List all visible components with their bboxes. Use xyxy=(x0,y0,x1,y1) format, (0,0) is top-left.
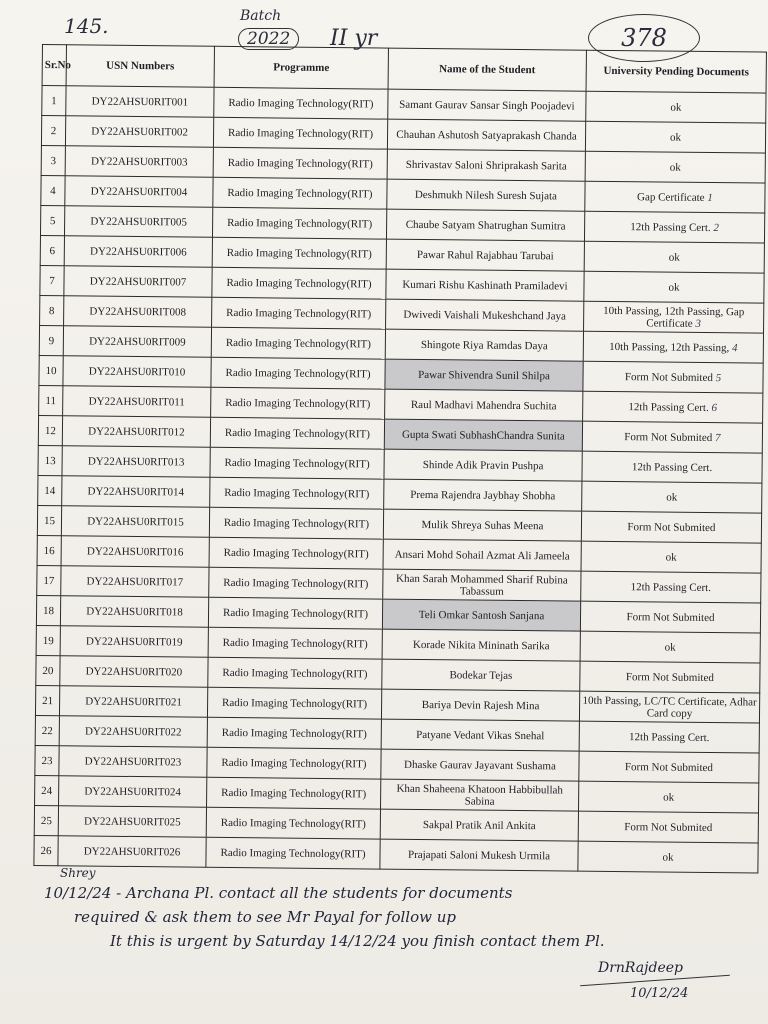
cell-pending-documents: 12th Passing Cert. 6 xyxy=(583,391,763,423)
cell-programme: Radio Imaging Technology(RIT) xyxy=(207,747,381,779)
cell-pending-documents: Form Not Submited 7 xyxy=(582,421,762,453)
cell-sr-no: 3 xyxy=(41,145,65,175)
cell-pending-documents: ok xyxy=(584,241,764,273)
cell-pending-documents: 12th Passing Cert. xyxy=(582,451,762,483)
page-number-circle: 378 xyxy=(588,14,700,62)
cell-student-name: Prajapati Saloni Mukesh Urmila xyxy=(380,839,578,871)
cell-student-name: Bodekar Tejas xyxy=(382,659,580,691)
cell-sr-no: 23 xyxy=(35,745,59,775)
cell-sr-no: 6 xyxy=(40,235,64,265)
cell-sr-no: 21 xyxy=(35,685,59,715)
cell-programme: Radio Imaging Technology(RIT) xyxy=(213,147,387,179)
cell-usn: DY22AHSU0RIT024 xyxy=(59,776,207,808)
cell-usn: DY22AHSU0RIT023 xyxy=(59,746,207,778)
cell-sr-no: 9 xyxy=(39,325,63,355)
cell-programme: Radio Imaging Technology(RIT) xyxy=(214,87,388,119)
table-row xyxy=(34,835,758,873)
cell-student-name: Patyane Vedant Vikas Snehal xyxy=(381,719,579,751)
cell-programme: Radio Imaging Technology(RIT) xyxy=(212,297,386,329)
tally-mark: 5 xyxy=(712,371,722,384)
cell-pending-documents: 12th Passing Cert. 2 xyxy=(584,211,764,243)
tally-mark: 1 xyxy=(704,191,713,204)
header-programme: Programme xyxy=(214,46,388,89)
cell-usn: DY22AHSU0RIT004 xyxy=(65,176,213,208)
cell-programme: Radio Imaging Technology(RIT) xyxy=(208,627,382,659)
cell-usn: DY22AHSU0RIT026 xyxy=(58,836,206,868)
cell-usn: DY22AHSU0RIT019 xyxy=(60,626,208,658)
cell-programme: Radio Imaging Technology(RIT) xyxy=(208,657,382,689)
cell-student-name: Shingote Riya Ramdas Daya xyxy=(385,329,583,361)
cell-sr-no: 10 xyxy=(39,355,63,385)
cell-sr-no: 1 xyxy=(42,86,66,116)
tally-mark: 7 xyxy=(712,431,721,444)
cell-programme: Radio Imaging Technology(RIT) xyxy=(213,117,387,149)
tally-mark: 2 xyxy=(710,221,719,234)
cell-student-name: Shrivastav Saloni Shriprakash Sarita xyxy=(387,149,585,181)
cell-pending-documents: Form Not Submited xyxy=(578,811,758,843)
cell-student-name: Bariya Devin Rajesh Mina xyxy=(381,689,579,721)
cell-sr-no: 8 xyxy=(40,295,64,325)
pending-documents-table xyxy=(33,44,767,874)
cell-student-name: Samant Gaurav Sansar Singh Poojadevi xyxy=(388,89,586,121)
tally-mark: 6 xyxy=(708,401,718,414)
cell-sr-no: 25 xyxy=(34,805,58,835)
cell-usn: DY22AHSU0RIT014 xyxy=(62,476,210,508)
cell-pending-documents: 12th Passing Cert. xyxy=(579,721,759,753)
cell-programme: Radio Imaging Technology(RIT) xyxy=(207,777,381,809)
cell-sr-no: 2 xyxy=(41,116,65,146)
cell-student-name: Mulik Shreya Suhas Meena xyxy=(383,509,581,541)
cell-sr-no: 19 xyxy=(36,625,60,655)
cell-sr-no: 18 xyxy=(36,595,60,625)
cell-student-name: Chaube Satyam Shatrughan Sumitra xyxy=(386,209,584,241)
cell-usn: DY22AHSU0RIT005 xyxy=(64,206,212,238)
cell-pending-documents: 10th Passing, 12th Passing, Gap Certificate 3 xyxy=(584,301,764,333)
cell-pending-documents: Form Not Submited 5 xyxy=(583,361,763,393)
cell-pending-documents: Form Not Submited xyxy=(579,751,759,783)
cell-programme: Radio Imaging Technology(RIT) xyxy=(210,417,384,449)
cell-sr-no: 14 xyxy=(38,475,62,505)
cell-usn: DY22AHSU0RIT007 xyxy=(64,266,212,298)
cell-pending-documents: ok xyxy=(580,631,760,663)
cell-usn: DY22AHSU0RIT020 xyxy=(60,656,208,688)
signature: DrnRajdeep xyxy=(598,960,683,976)
cell-usn: DY22AHSU0RIT011 xyxy=(63,386,211,418)
cell-student-name: Ansari Mohd Sohail Azmat Ali Jameela xyxy=(383,539,581,571)
header-pending-documents: University Pending Documents xyxy=(586,50,766,93)
cell-programme: Radio Imaging Technology(RIT) xyxy=(209,507,383,539)
tally-mark: 4 xyxy=(729,341,738,354)
header-sr-no: Sr.No xyxy=(42,45,66,86)
signature-underline xyxy=(580,975,730,986)
cell-sr-no: 15 xyxy=(37,505,61,535)
cell-usn: DY22AHSU0RIT016 xyxy=(61,536,209,568)
cell-programme: Radio Imaging Technology(RIT) xyxy=(210,447,384,479)
cell-pending-documents: Form Not Submited xyxy=(580,661,760,693)
cell-programme: Radio Imaging Technology(RIT) xyxy=(212,237,386,269)
note-line-3: It this is urgent by Saturday 14/12/24 you finish contact them Pl. xyxy=(110,932,605,950)
cell-usn: DY22AHSU0RIT012 xyxy=(62,416,210,448)
cell-programme: Radio Imaging Technology(RIT) xyxy=(209,567,383,599)
cell-programme: Radio Imaging Technology(RIT) xyxy=(207,687,381,719)
cell-usn: DY22AHSU0RIT021 xyxy=(59,686,207,718)
cell-programme: Radio Imaging Technology(RIT) xyxy=(208,597,382,629)
table-body xyxy=(34,86,766,874)
cell-sr-no: 13 xyxy=(38,445,62,475)
cell-programme: Radio Imaging Technology(RIT) xyxy=(212,267,386,299)
cell-student-name: Khan Shaheena Khatoon Habbibullah Sabina xyxy=(381,779,579,811)
note-line-2: required & ask them to see Mr Payal for follow up xyxy=(74,908,456,926)
cell-pending-documents: Gap Certificate 1 xyxy=(585,181,765,213)
cell-usn: DY22AHSU0RIT009 xyxy=(63,326,211,358)
cell-pending-documents: ok xyxy=(584,271,764,303)
cell-student-name: Teli Omkar Santosh Sanjana xyxy=(382,599,580,631)
cell-student-name: Kumari Rishu Kashinath Pramiladevi xyxy=(386,269,584,301)
cell-programme: Radio Imaging Technology(RIT) xyxy=(206,807,380,839)
cell-pending-documents: ok xyxy=(585,121,765,153)
cell-pending-documents: 12th Passing Cert. xyxy=(581,571,761,603)
cell-programme: Radio Imaging Technology(RIT) xyxy=(211,357,385,389)
cell-student-name: Khan Sarah Mohammed Sharif Rubina Tabassum xyxy=(383,569,581,601)
cell-student-name: Shinde Adik Pravin Pushpa xyxy=(384,449,582,481)
cell-sr-no: 7 xyxy=(40,265,64,295)
cell-sr-no: 22 xyxy=(35,715,59,745)
cell-sr-no: 12 xyxy=(38,415,62,445)
cell-sr-no: 16 xyxy=(37,535,61,565)
signature-date: 10/12/24 xyxy=(630,986,689,1001)
cell-pending-documents: ok xyxy=(578,781,758,813)
cell-usn: DY22AHSU0RIT001 xyxy=(66,86,214,118)
cell-sr-no: 4 xyxy=(41,175,65,205)
cell-usn: DY22AHSU0RIT018 xyxy=(60,596,208,628)
cell-programme: Radio Imaging Technology(RIT) xyxy=(210,477,384,509)
cell-sr-no: 17 xyxy=(37,565,61,595)
cell-student-name: Prema Rajendra Jaybhay Shobha xyxy=(384,479,582,511)
cell-pending-documents: 10th Passing, LC/TC Certificate, Adhar Card copy xyxy=(579,691,759,723)
cell-sr-no: 5 xyxy=(40,205,64,235)
cell-pending-documents: ok xyxy=(581,541,761,573)
cell-student-name: Gupta Swati SubhashChandra Sunita xyxy=(384,419,582,451)
cell-pending-documents: ok xyxy=(578,841,758,873)
note-line-1: 10/12/24 - Archana Pl. contact all the students for documents xyxy=(44,884,513,902)
cell-student-name: Dhaske Gaurav Jayavant Sushama xyxy=(381,749,579,781)
tally-mark: 3 xyxy=(692,317,702,330)
cell-student-name: Pawar Shivendra Sunil Shilpa xyxy=(385,359,583,391)
cell-usn: DY22AHSU0RIT003 xyxy=(65,146,213,178)
header-usn: USN Numbers xyxy=(66,45,214,88)
cell-usn: DY22AHSU0RIT006 xyxy=(64,236,212,268)
cell-pending-documents: ok xyxy=(582,481,762,513)
header-student-name: Name of the Student xyxy=(388,48,586,91)
cell-programme: Radio Imaging Technology(RIT) xyxy=(206,837,380,869)
cell-programme: Radio Imaging Technology(RIT) xyxy=(209,537,383,569)
note-initials: Shrey xyxy=(60,866,96,880)
cell-pending-documents: Form Not Submited xyxy=(581,511,761,543)
cell-programme: Radio Imaging Technology(RIT) xyxy=(207,717,381,749)
cell-usn: DY22AHSU0RIT013 xyxy=(62,446,210,478)
cell-student-name: Raul Madhavi Mahendra Suchita xyxy=(385,389,583,421)
batch-year: 2022 xyxy=(238,28,299,50)
cell-student-name: Deshmukh Nilesh Suresh Sujata xyxy=(387,179,585,211)
cell-sr-no: 20 xyxy=(36,655,60,685)
cell-programme: Radio Imaging Technology(RIT) xyxy=(211,327,385,359)
cell-usn: DY22AHSU0RIT008 xyxy=(64,296,212,328)
cell-pending-documents: ok xyxy=(585,151,765,183)
cell-sr-no: 26 xyxy=(34,835,58,865)
cell-student-name: Dwivedi Vaishali Mukeshchand Jaya xyxy=(386,299,584,331)
cell-pending-documents: 10th Passing, 12th Passing, 4 xyxy=(583,331,763,363)
cell-programme: Radio Imaging Technology(RIT) xyxy=(211,387,385,419)
batch-label: Batch xyxy=(240,8,282,24)
cell-usn: DY22AHSU0RIT025 xyxy=(58,806,206,838)
cell-sr-no: 11 xyxy=(39,385,63,415)
cell-usn: DY22AHSU0RIT002 xyxy=(65,116,213,148)
cell-student-name: Pawar Rahul Rajabhau Tarubai xyxy=(386,239,584,271)
year-annotation: II yr xyxy=(330,26,378,51)
cell-usn: DY22AHSU0RIT015 xyxy=(61,506,209,538)
cell-sr-no: 24 xyxy=(35,775,59,805)
cell-usn: DY22AHSU0RIT017 xyxy=(61,566,209,598)
page-annotation-number: 145. xyxy=(64,14,109,38)
cell-pending-documents: Form Not Submited xyxy=(580,601,760,633)
cell-programme: Radio Imaging Technology(RIT) xyxy=(213,177,387,209)
cell-pending-documents: ok xyxy=(586,91,766,123)
cell-student-name: Korade Nikita Mininath Sarika xyxy=(382,629,580,661)
cell-student-name: Sakpal Pratik Anil Ankita xyxy=(380,809,578,841)
cell-student-name: Chauhan Ashutosh Satyaprakash Chanda xyxy=(387,119,585,151)
cell-usn: DY22AHSU0RIT010 xyxy=(63,356,211,388)
cell-usn: DY22AHSU0RIT022 xyxy=(59,716,207,748)
cell-programme: Radio Imaging Technology(RIT) xyxy=(212,207,386,239)
